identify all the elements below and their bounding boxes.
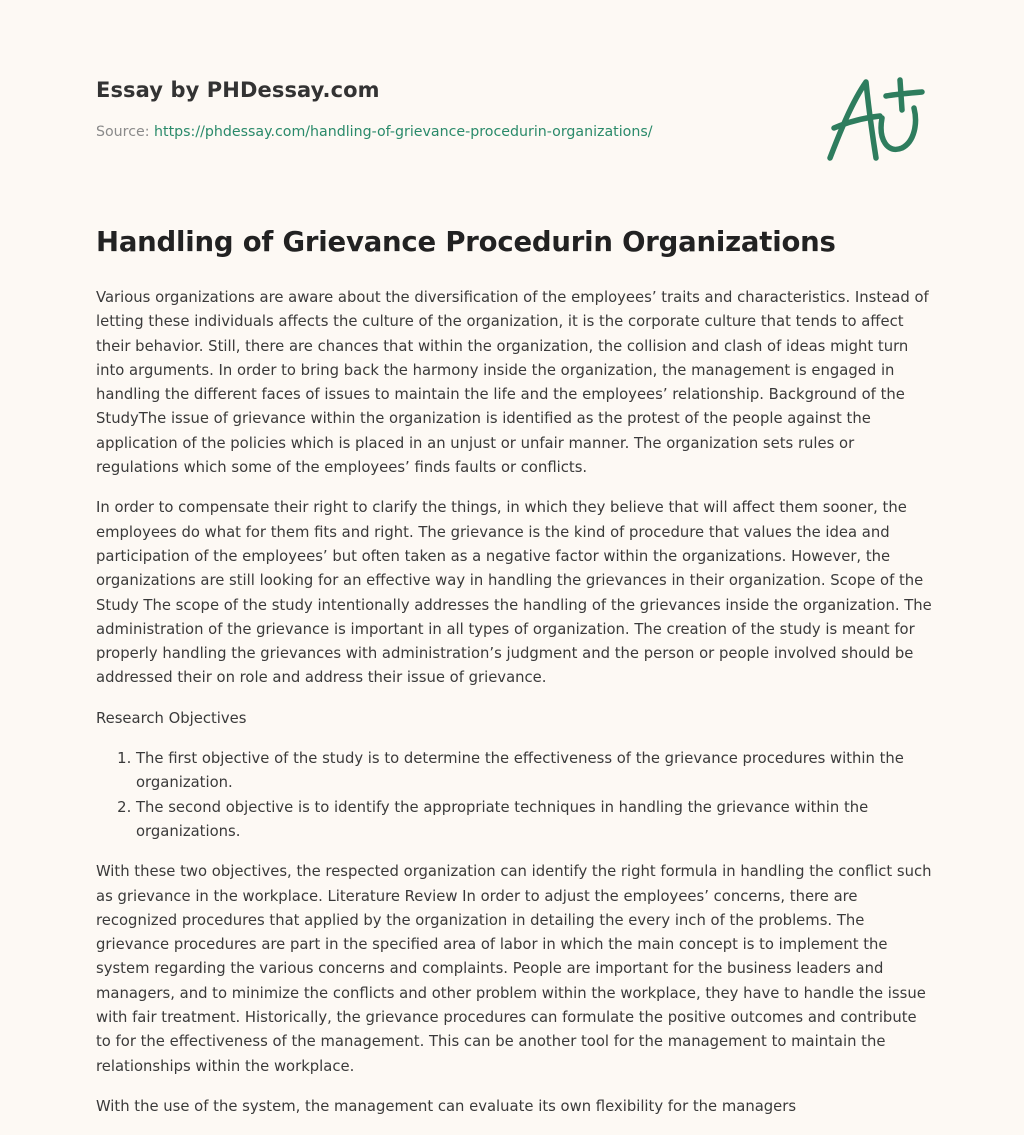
section-heading: Research Objectives xyxy=(96,709,247,727)
list-item: 2. The second objective is to identify the appropriate techniques in handling the grievance within the organizations. xyxy=(136,796,936,845)
list-item: 1. The first objective of the study is to determine the effectiveness of the grievance procedures within the organization. xyxy=(136,747,936,796)
a-plus-logo-icon xyxy=(818,66,930,166)
paragraph: Various organizations are aware about the diversification of the employees’ traits and characteristics. Instead of letting these individuals affects the culture of the organization, it is the corporate culture that tends to affect their behavior. Still, there are chances that within the organization, the collision and clash of ideas might turn into arguments. In order to bring back the harmony inside the organization, the management is engaged in handling the different faces of issues to maintain the life and the employees’ relationship. Background of the StudyThe issue of grievance within the organization is identified as the protest of the people against the application of the policies which is placed in an unjust or unfair manner. The organization sets rules or regulations which some of the employees’ finds faults or conflicts. xyxy=(96,289,929,477)
objectives-list xyxy=(96,747,936,844)
source-label: Source: xyxy=(96,124,150,140)
source-link[interactable]: https://phdessay.com/handling-of-grievance-procedurin-organizations/ xyxy=(154,124,653,140)
essay-title: Handling of Grievance Procedurin Organizations xyxy=(96,226,836,258)
paragraph: With the use of the system, the management can evaluate its own flexibility for the managers xyxy=(96,1097,797,1115)
site-brand: Essay by PHDessay.com xyxy=(96,78,380,102)
paragraph: With these two objectives, the respected organization can identify the right formula in handling the conflict such as grievance in the workplace. Literature Review In order to adjust the employees’ concerns, there are recognized procedures that applied by the organization in detailing the every inch of the problems. The grievance procedures are part in the specified area of labor in which the main concept is to implement the system regarding the various concerns and complaints. People are important for the business leaders and managers, and to minimize the conflicts and other problem within the workplace, they have to handle the issue with fair treatment. Historically, the grievance procedures can formulate the positive outcomes and contribute to for the effectiveness of the management. This can be another tool for the management to maintain the relationships within the workplace. xyxy=(96,863,932,1075)
paragraph: In order to compensate their right to clarify the things, in which they believe that will affect them sooner, the employees do what for them fits and right. The grievance is the kind of procedure that values the idea and participation of the employees’ but often taken as a negative factor within the organizations. However, the organizations are still looking for an effective way in handling the grievances in their organization. Scope of the Study The scope of the study intentionally addresses the handling of the grievances inside the organization. The administration of the grievance is important in all types of organization. The creation of the study is meant for properly handling the grievances with administration’s judgment and the person or people involved should be addressed their on role and address their issue of grievance. xyxy=(96,499,932,687)
source-line xyxy=(96,124,653,140)
essay-body xyxy=(96,286,936,1135)
